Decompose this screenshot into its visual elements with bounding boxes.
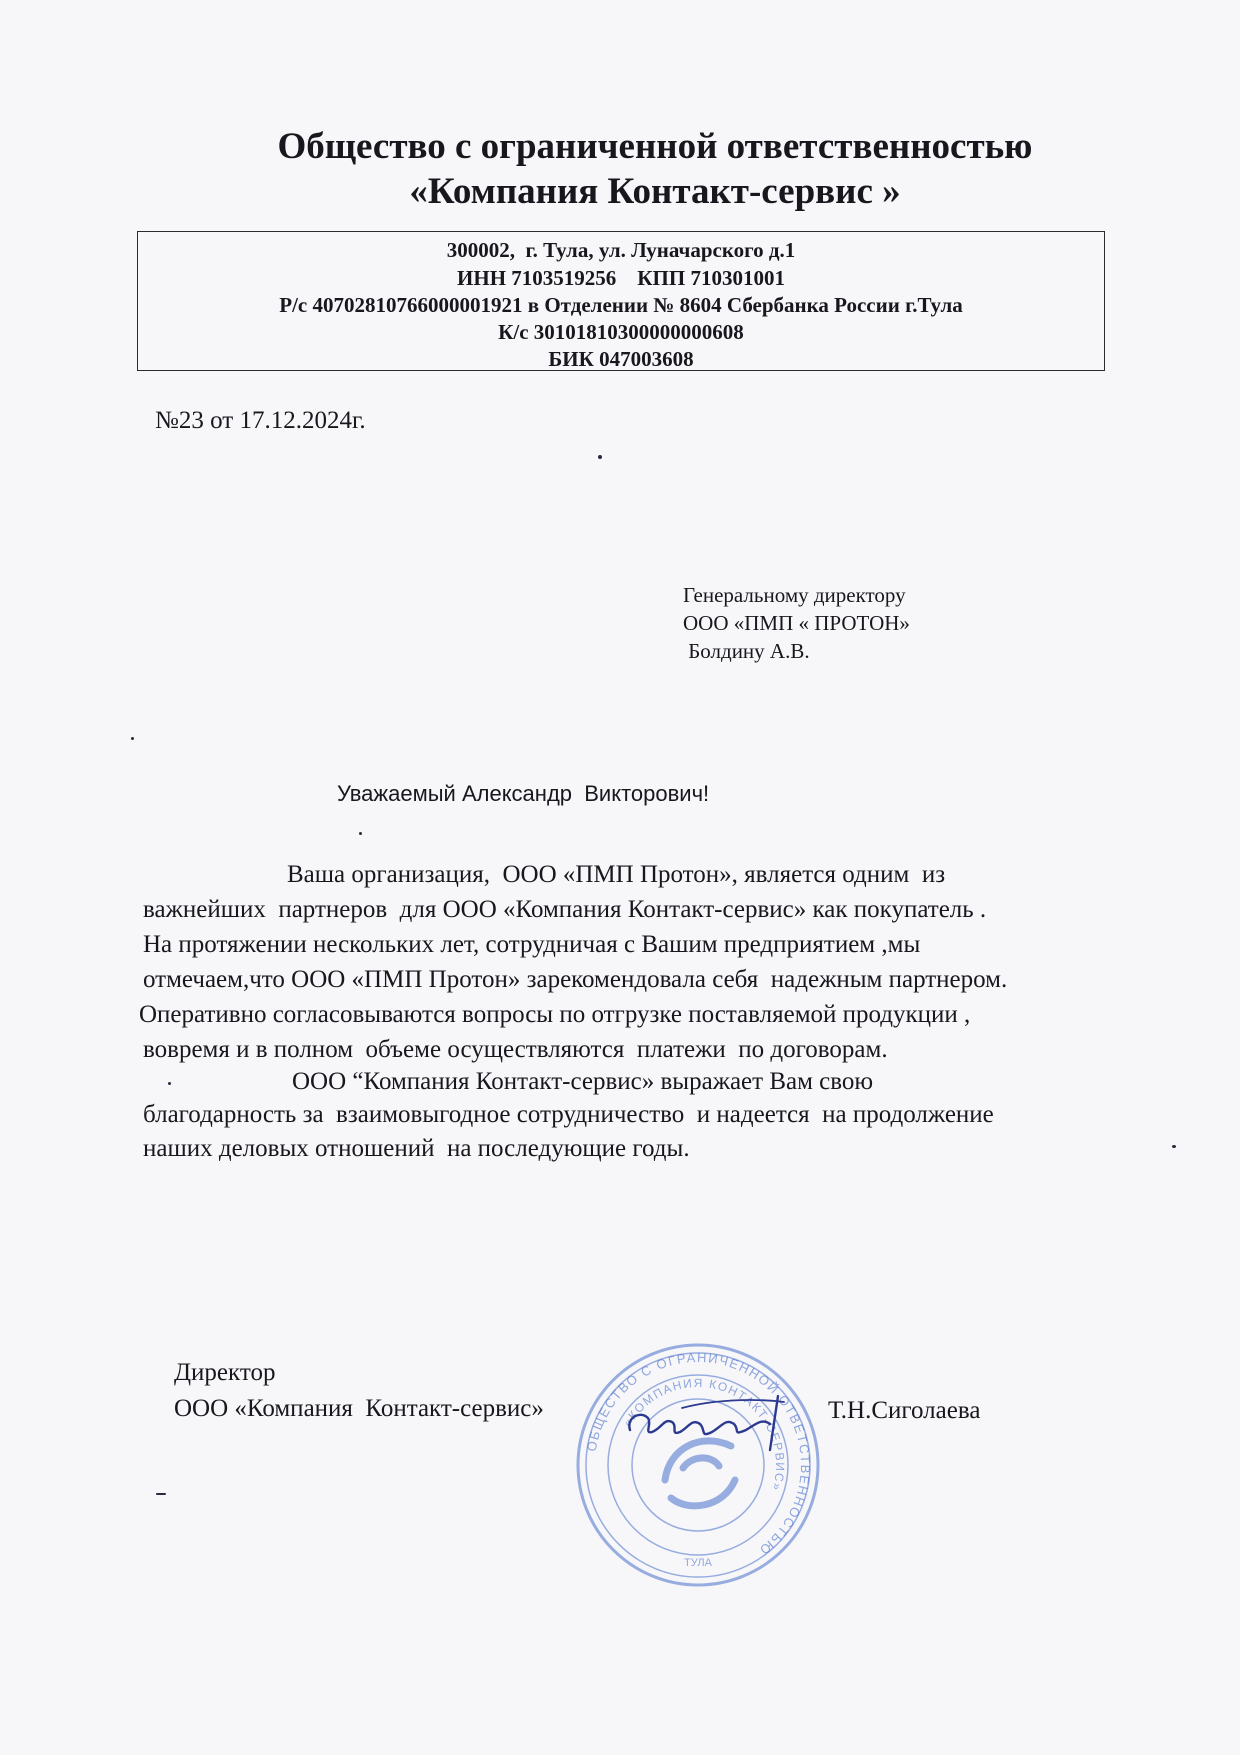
handwritten-signature [622, 1388, 802, 1458]
body-line: наших деловых отношений на последующие годы. [143, 1135, 690, 1162]
scan-speck [168, 1082, 171, 1085]
scan-speck [1172, 1145, 1176, 1148]
requisites-address: 300002, г. Тула, ул. Луначарского д.1 [446, 238, 796, 262]
signatory-organization: ООО «Компания Контакт-сервис» [174, 1395, 544, 1422]
requisites-inn-kpp: ИНН 7103519256 КПП 710301001 [457, 266, 785, 290]
scan-speck [598, 455, 602, 459]
company-stamp [573, 1340, 823, 1590]
letter-number-date: №23 от 17.12.2024г. [155, 407, 366, 434]
company-name-line-1: Общество с ограниченной ответственностью [277, 126, 1033, 167]
salutation: Уважаемый Александр Викторович! [337, 781, 710, 806]
scan-speck [131, 737, 134, 740]
company-name-line-2: «Компания Контакт-сервис » [409, 171, 901, 212]
body-line: благодарность за взаимовыгодное сотрудничество и надеется на продолжение [143, 1101, 994, 1128]
stamp-outer-text: ОБЩЕСТВО С ОГРАНИЧЕННОЙ ОТВЕТСТВЕННОСТЬЮ [583, 1349, 814, 1559]
stamp-inner-text: «КОМПАНИЯ КОНТАКТ-СЕРВИС» [620, 1375, 788, 1494]
requisites-box [137, 231, 1105, 371]
scan-speck [359, 832, 362, 835]
scan-speck [156, 1493, 166, 1495]
addressee-line: ООО «ПМП « ПРОТОН» [683, 611, 910, 635]
addressee-line: Болдину А.В. [683, 639, 810, 663]
signatory-position: Директор [174, 1359, 276, 1386]
stamp-city: ТУЛА [684, 1557, 712, 1569]
body-line: Ваша организация, ООО «ПМП Протон», является одним из [287, 861, 946, 888]
body-line: вовремя и в полном объеме осуществляются платежи по договорам. [143, 1036, 888, 1063]
body-line: отмечаем,что ООО «ПМП Протон» зарекомендовала себя надежным партнером. [143, 966, 1008, 993]
body-line: важнейших партнеров для ООО «Компания Контакт-сервис» как покупатель . [143, 896, 987, 923]
requisites-bik: БИК 047003608 [548, 347, 694, 371]
signatory-name: Т.Н.Сиголаева [828, 1397, 981, 1424]
requisites-account: Р/с 40702810766000001921 в Отделении № 8604 Сбербанка России г.Тула [279, 293, 963, 317]
body-line: Оперативно согласовываются вопросы по отгрузке поставляемой продукции , [139, 1001, 971, 1028]
requisites-corr-account: К/с 30101810300000000608 [498, 320, 744, 344]
body-line: На протяжении нескольких лет, сотрудничая с Вашим предприятием ,мы [143, 931, 921, 958]
body-line: ООО “Компания Контакт-сервис» выражает Вам свою [292, 1068, 874, 1095]
addressee-line: Генеральному директору [683, 583, 906, 607]
